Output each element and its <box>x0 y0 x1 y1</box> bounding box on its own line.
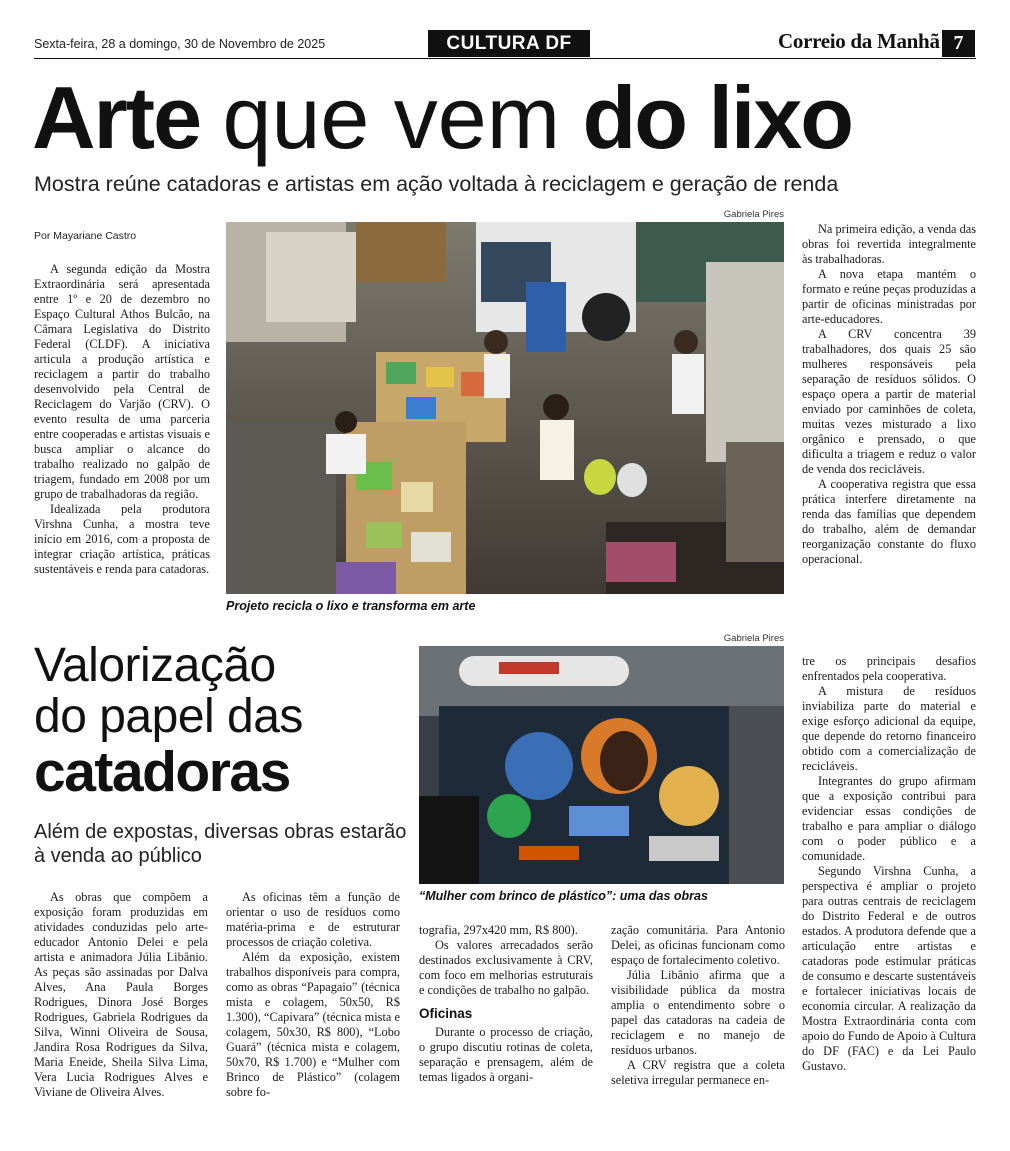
article2-column-4 <box>611 923 785 1088</box>
paragraph: A mistura de resíduos inviabiliza parte do material e exige esforço adicional da equipe, que depende do retorno financeiro obtido com a comercialização de recicláveis. <box>802 684 976 773</box>
photo-recycling-workshop <box>226 222 784 594</box>
paragraph: Segundo Virshna Cunha, a perspectiva é ampliar o projeto para outras centrais de reciclagem do Distrito Federal e de outros estados. A produtora defende que a articulação entre artistas e catadoras pode estimular práticas de consumo e descarte sustentáveis e fortalecer iniciativas locais de economia circular. A realização da Mostra Extraordinária conta com apoio do Fundo de Apoio à Cultura do DF (FAC) e da Lei Paulo Gustavo. <box>802 864 976 1073</box>
paragraph: Durante o processo de criação, o grupo discutiu rotinas de coleta, separação e prensagem, além de temas ligados à organi- <box>419 1025 593 1084</box>
paragraph: A nova etapa mantém o formato e reúne peças produzidas a partir de oficinas ministradas por arte-educadores. <box>802 267 976 326</box>
headline-line-2: do papel das <box>34 690 303 743</box>
headline-line-3: catadoras <box>34 740 290 804</box>
paragraph: Idealizada pela produtora Virshna Cunha, a mostra teve início em 2016, com a proposta de integrar criação artística, práticas sustentáveis e renda para catadoras. <box>34 502 210 576</box>
article2-column-5 <box>802 654 976 1074</box>
article2-column-1 <box>34 890 208 1100</box>
main-subtitle: Mostra reúne catadoras e artistas em ação voltada à reciclagem e geração de renda <box>34 172 839 196</box>
main-headline <box>32 68 982 168</box>
paragraph: A CRV concentra 39 trabalhadores, dos quais 25 são mulheres responsáveis pela separação de resíduos sólidos. O espaço opera a partir de material enviado por caminhões de coleta, muitas vezes misturado a lixo orgânico e prensado, o que dificulta a triagem e reduz o valor de venda dos recicláveis. <box>802 327 976 476</box>
photo-credit: Gabriela Pires <box>723 209 784 220</box>
paragraph: A cooperativa registra que essa prática interfere diretamente na renda das famílias que dependem do trabalho, além de demandar reorganização constante do fluxo operacional. <box>802 477 976 566</box>
byline: Por Mayariane Castro <box>34 230 137 242</box>
photo-caption: Projeto recicla o lixo e transforma em arte <box>226 599 476 613</box>
second-headline <box>34 640 414 802</box>
paragraph: Na primeira edição, a venda das obras foi revertida integralmente às trabalhadoras. <box>802 222 976 266</box>
second-subtitle: Além de expostas, diversas obras estarão à venda ao público <box>34 821 407 867</box>
page-number: 7 <box>942 30 975 57</box>
article2-column-3 <box>419 923 593 1085</box>
paragraph: Os valores arrecadados serão destinados exclusivamente à CRV, com foco em melhorias estruturais e condições de trabalho no galpão. <box>419 938 593 997</box>
paragraph: Além da exposição, existem trabalhos disponíveis para compra, como as obras “Papagaio” (técnica mista e colagem, 50x50, R$ 1.300), “Capivara” (técnica mista e colagem, 50x30, R$ 800), “Lobo Guará” (técnica mista e colagem, 50x70, R$ 1.700) e “Mulher com Brinco de Plástico” (colagem sobre fo- <box>226 950 400 1099</box>
article1-column-left <box>34 262 210 577</box>
paragraph-continued: tografia, 297x420 mm, R$ 800). <box>419 923 578 937</box>
paragraph-continued: tre os principais desafios enfrentados pela cooperativa. <box>802 654 976 683</box>
paragraph-continued: zação comunitária. Para Antonio Delei, as oficinas funcionam como espaço de fortalecimento coletivo. <box>611 923 785 967</box>
paragraph: A segunda edição da Mostra Extraordinária será apresentada entre 1º e 20 de dezembro no Espaço Cultural Athos Bulcão, na Câmara Legislativa do Distrito Federal (CLDF). A iniciativa articula a produção artística e reciclagem a partir do trabalho desenvolvido pela Central de Reciclagem do Varjão (CRV). O evento resulta de uma parceria entre cooperadas e artistas visuais e busca ampliar o alcance do trabalho realizado no galpão de triagem, fundado em 2008 por um grupo de trabalhadoras da região. <box>34 262 210 501</box>
paragraph: Integrantes do grupo afirmam que a exposição contribui para evidenciar essas condições de trabalho e para ampliar o diálogo com o poder público e a comunidade. <box>802 774 976 863</box>
photo-caption: “Mulher com brinco de plástico”: uma das obras <box>419 889 708 903</box>
section-tag: CULTURA DF <box>428 30 590 57</box>
masthead-logo: Correio da Manhã <box>778 29 940 53</box>
header-rule <box>34 58 976 59</box>
subhead-oficinas: Oficinas <box>419 1006 473 1021</box>
headline-part-3: do lixo <box>582 68 853 167</box>
paragraph: Júlia Libânio afirma que a visibilidade pública da mostra amplia o entendimento sobre o papel das catadoras na cadeia de reciclagem e no manejo de resíduos urbanos. <box>611 968 785 1057</box>
header-date: Sexta-feira, 28 a domingo, 30 de Novembro de 2025 <box>34 37 326 51</box>
paragraph: A CRV registra que a coleta seletiva irregular permanece en- <box>611 1058 785 1087</box>
photo-credit: Gabriela Pires <box>723 633 784 644</box>
photo-artwork-collage <box>419 646 784 884</box>
article1-column-right <box>802 222 976 567</box>
article2-column-2 <box>226 890 400 1100</box>
paragraph: As obras que compõem a exposição foram produzidas em atividades conduzidas pelo arte-educador Antonio Delei e pela artista e animadora Júlia Libânio. As peças são assinadas por Dalva Alves, Ana Paula Borges Rodrigues, Dinora José Borges Rodrigues, Gabriela Rodrigues da Silva, Winni Oliveira de Sousa, Jandira Rosa Rodrigues da Silva, Maria Eneide, Sheila Silva Lima, Vera Lucia Rodrigues Alves e Viviane de Oliveira Alves. <box>34 890 208 1099</box>
headline-line-1: Valorização <box>34 639 276 692</box>
headline-part-2: que vem <box>222 68 561 167</box>
paragraph: As oficinas têm a função de orientar o uso de resíduos como matéria-prima e de estruturar processos de criação coletiva. <box>226 890 400 949</box>
headline-part-1: Arte <box>32 68 201 167</box>
